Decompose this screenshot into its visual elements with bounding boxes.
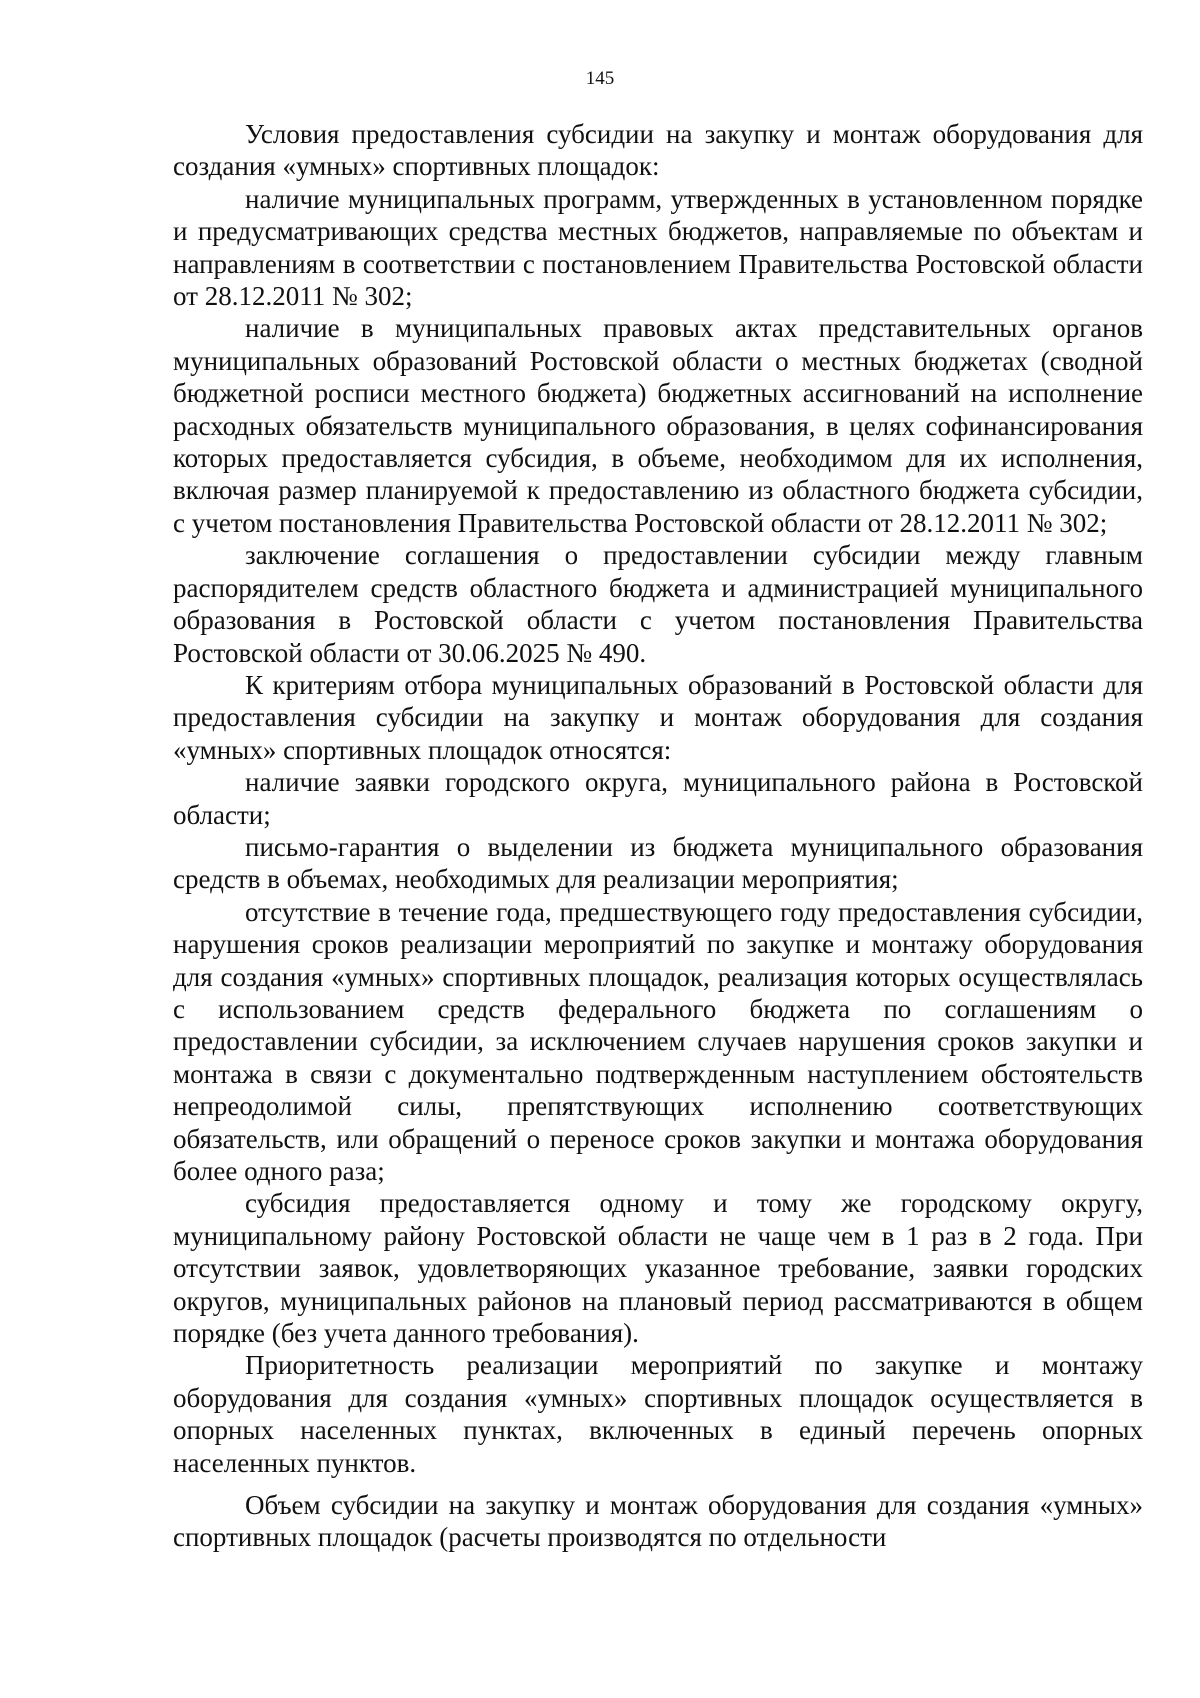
paragraph-budget-allocations: наличие в муниципальных правовых актах представительных органов муниципальных образований Ростовской области о местных бюджетах (сводной бюджетной росписи местного бюджета) бюджетных ассигнований на исполнение расходных обязательств муниципального образования, в целях софинансирования которых предоставляется субсидия, в объеме, необходимом для их исполнения, включая размер планируемой к предоставлению из областного бюджета субсидии, с учетом постановления Правительства Ростовской области от 28.12.2011 № 302; [173, 313, 1143, 538]
paragraph-application: наличие заявки городского округа, муниципального района в Ростовской области; [173, 767, 1143, 830]
paragraph-municipal-programs: наличие муниципальных программ, утвержденных в установленном порядке и предусматривающих средства местных бюджетов, направляемые по объектам и направлениям в соответствии с постановлением Правительства Ростовской области от 28.12.2011 № 302; [173, 183, 1143, 312]
paragraph-no-violations: отсутствие в течение года, предшествующего году предоставления субсидии, нарушения сроков реализации мероприятий по закупке и монтажу оборудования для создания «умных» спортивных площадок, реализация которых осуществлялась с использованием средств федерального бюджета по соглашениям о предоставлении субсидии, за исключением случаев нарушения сроков закупки и монтажа в связи с документально подтвержденным наступлением обстоятельств непреодолимой силы, препятствующих исполнению соответствующих обязательств, или обращений о переносе сроков закупки и монтажа оборудования более одного раза; [173, 896, 1143, 1186]
paragraph-agreement: заключение соглашения о предоставлении субсидии между главным распорядителем средств областного бюджета и администрацией муниципального образования в Ростовской области с учетом постановления Правительства Ростовской области от 30.06.2025 № 490. [173, 540, 1143, 668]
paragraph-priority: Приоритетность реализации мероприятий по закупке и монтажу оборудования для создания «умных» спортивных площадок осуществляется в опорных населенных пунктах, включенных в единый перечень опорных населенных пунктов. [173, 1350, 1143, 1478]
paragraph-subsidy-volume: Объем субсидии на закупку и монтаж оборудования для создания «умных» спортивных площадок (расчеты производятся по отдельности [173, 1490, 1143, 1553]
paragraph-frequency: субсидия предоставляется одному и тому же городскому округу, муниципальному району Ростовской области не чаще чем в 1 раз в 2 года. При отсутствии заявок, удовлетворяющих указанное требование, заявки городских округов, муниципальных районов на плановый период рассматриваются в общем порядке (без учета данного требования). [173, 1188, 1143, 1349]
page-number: 145 [585, 68, 615, 89]
paragraph-selection-criteria: К критериям отбора муниципальных образований в Ростовской области для предоставления субсидии на закупку и монтаж оборудования для создания «умных» спортивных площадок относятся: [173, 669, 1143, 765]
document-body [173, 118, 1143, 1554]
paragraph-subsidy-conditions: Условия предоставления субсидии на закупку и монтаж оборудования для создания «умных» спортивных площадок: [173, 119, 1143, 182]
paragraph-guarantee-letter: письмо-гарантия о выделении из бюджета муниципального образования средств в объемах, необходимых для реализации мероприятия; [173, 831, 1143, 895]
